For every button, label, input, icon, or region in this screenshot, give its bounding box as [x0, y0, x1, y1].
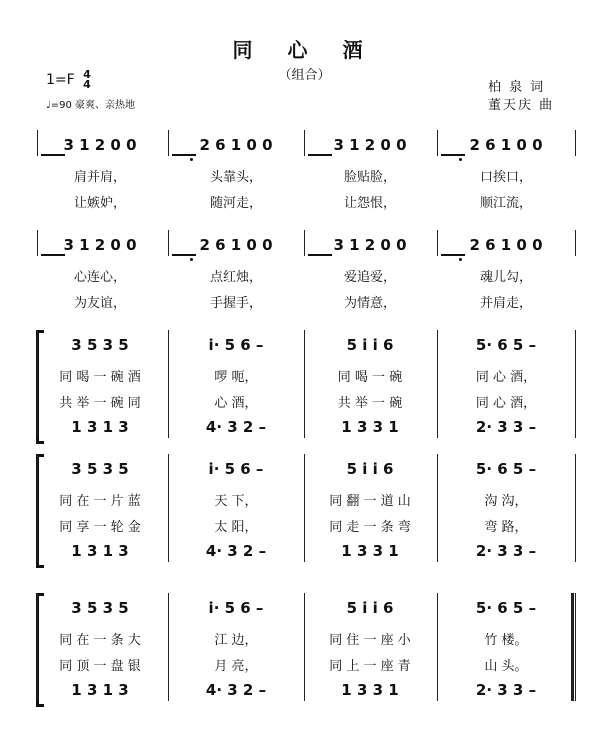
note-measure: 1 3 3 1	[341, 542, 399, 560]
lyric-segment: 为情意，	[343, 296, 396, 311]
lyric-segment: 同 上 一 座 青	[329, 659, 411, 674]
lyric-segment: 共 举 一 碗 同	[59, 396, 141, 411]
note-measure: 5· 6 5 –	[475, 460, 537, 478]
lyric-segment: 随河走，	[209, 196, 262, 211]
barline	[304, 330, 305, 438]
octave-dot	[190, 158, 193, 161]
note-measure: 3 1 2 0 0	[333, 236, 407, 254]
note-measure: i· 5 6 –	[208, 599, 264, 617]
lyric-segment: 山 头。	[484, 659, 528, 674]
barline	[168, 454, 169, 562]
barline	[168, 330, 169, 438]
lyric-segment: 脸贴脸，	[343, 170, 396, 185]
note-measure: 3 5 3 5	[71, 460, 129, 478]
lyric-segment: 竹 楼。	[484, 633, 528, 648]
lyric-segment: 肩并肩，	[73, 170, 126, 185]
lyricist-credit: 柏 泉 词	[488, 80, 546, 95]
barline	[37, 230, 38, 256]
song-title: 同 心 酒	[232, 38, 377, 62]
note-measure: 2· 3 3 –	[475, 418, 537, 436]
octave-dot	[459, 158, 462, 161]
key-label: 1=F	[46, 72, 75, 88]
lyric-segment: 同 走 一 条 弯	[329, 520, 411, 535]
note-measure: 4· 3 2 –	[205, 418, 267, 436]
note-measure: 1 3 3 1	[341, 418, 399, 436]
tempo-marking: ♩=90 豪爽、亲热地	[46, 100, 135, 111]
note-measure: 1 3 1 3	[71, 542, 129, 560]
eighth-underline	[308, 254, 332, 256]
lyric-segment: 同 喝 一 碗 酒	[59, 370, 141, 385]
lyric-segment: 点红烛，	[209, 270, 262, 285]
lyric-segment: 江 边，	[214, 633, 258, 648]
barline	[437, 454, 438, 562]
lyric-segment: 同 顶 一 盘 银	[59, 659, 141, 674]
note-measure: 1 3 1 3	[71, 418, 129, 436]
lyric-segment: 并肩走，	[479, 296, 532, 311]
barline	[37, 130, 38, 156]
note-measure: 3 5 3 5	[71, 599, 129, 617]
lyric-segment: 心连心，	[73, 270, 126, 285]
note-measure: 3 1 2 0 0	[63, 136, 137, 154]
barline	[168, 593, 169, 701]
octave-dot	[190, 258, 193, 261]
note-measure: 1 3 3 1	[341, 681, 399, 699]
barline	[437, 230, 438, 256]
barline	[575, 593, 576, 701]
lyric-segment: 心 酒，	[214, 396, 258, 411]
eighth-underline	[441, 254, 465, 256]
time-top: 4	[83, 68, 91, 81]
lyric-segment: 头靠头，	[209, 170, 262, 185]
barline	[437, 330, 438, 438]
barline	[304, 593, 305, 701]
note-measure: 5· 6 5 –	[475, 336, 537, 354]
lyric-segment: 爱追爱，	[343, 270, 396, 285]
barline	[575, 330, 576, 438]
note-measure: 5· 6 5 –	[475, 599, 537, 617]
note-measure: i· 5 6 –	[208, 460, 264, 478]
lyric-segment: 口挨口，	[479, 170, 532, 185]
lyric-segment: 太 阳，	[214, 520, 258, 535]
note-measure: 5 i i 6	[346, 460, 394, 478]
time-signature	[83, 70, 91, 90]
lyric-segment: 为友谊，	[73, 296, 126, 311]
lyric-segment: 共 举 一 碗	[337, 396, 403, 411]
lyric-segment: 手握手，	[209, 296, 262, 311]
note-measure: 2 6 1 0 0	[199, 136, 273, 154]
lyric-segment: 同 在 一 片 蓝	[59, 494, 141, 509]
lyric-segment: 弯 路，	[484, 520, 528, 535]
eighth-underline	[172, 154, 196, 156]
eighth-underline	[172, 254, 196, 256]
lyric-segment: 顺江流，	[479, 196, 532, 211]
note-measure: 3 5 3 5	[71, 336, 129, 354]
lyric-segment: 同 翻 一 道 山	[329, 494, 411, 509]
barline	[37, 454, 38, 562]
lyric-segment: 同 在 一 条 大	[59, 633, 141, 648]
lyric-segment: 天 下，	[214, 494, 258, 509]
lyric-segment: 啰 呃，	[214, 370, 258, 385]
eighth-underline	[41, 254, 65, 256]
note-measure: 2 6 1 0 0	[469, 236, 543, 254]
note-measure: 4· 3 2 –	[205, 542, 267, 560]
barline	[304, 230, 305, 256]
lyric-segment: 同 心 酒，	[475, 370, 537, 385]
eighth-underline	[41, 154, 65, 156]
lyric-segment: 同 喝 一 碗	[337, 370, 403, 385]
note-measure: 5 i i 6	[346, 599, 394, 617]
note-measure: 3 1 2 0 0	[333, 136, 407, 154]
barline	[575, 454, 576, 562]
lyric-segment: 让嫉妒，	[73, 196, 126, 211]
barline	[168, 230, 169, 256]
lyric-segment: 同 心 酒，	[475, 396, 537, 411]
barline	[437, 593, 438, 701]
composer-credit: 董天庆 曲	[488, 98, 555, 113]
note-measure: 1 3 1 3	[71, 681, 129, 699]
barline	[37, 330, 38, 438]
note-measure: 3 1 2 0 0	[63, 236, 137, 254]
time-bottom: 4	[83, 78, 91, 91]
lyric-segment: 同 住 一 座 小	[329, 633, 411, 648]
note-measure: 4· 3 2 –	[205, 681, 267, 699]
octave-dot	[459, 258, 462, 261]
note-measure: 2· 3 3 –	[475, 542, 537, 560]
lyric-segment: 月 亮，	[214, 659, 258, 674]
lyric-segment: 沟 沟，	[484, 494, 528, 509]
song-subtitle: （组合）	[278, 68, 331, 83]
eighth-underline	[308, 154, 332, 156]
lyric-segment: 同 享 一 轮 金	[59, 520, 141, 535]
eighth-underline	[441, 154, 465, 156]
note-measure: 2 6 1 0 0	[199, 236, 273, 254]
barline	[168, 130, 169, 156]
barline	[575, 230, 576, 256]
key-signature	[46, 70, 91, 90]
note-measure: i· 5 6 –	[208, 336, 264, 354]
note-measure: 5 i i 6	[346, 336, 394, 354]
barline	[37, 593, 38, 701]
barline	[304, 130, 305, 156]
final-barline	[571, 593, 574, 701]
note-measure: 2 6 1 0 0	[469, 136, 543, 154]
note-measure: 2· 3 3 –	[475, 681, 537, 699]
lyric-segment: 让怨恨，	[343, 196, 396, 211]
lyric-segment: 魂儿勾，	[479, 270, 532, 285]
barline	[575, 130, 576, 156]
barline	[304, 454, 305, 562]
barline	[437, 130, 438, 156]
